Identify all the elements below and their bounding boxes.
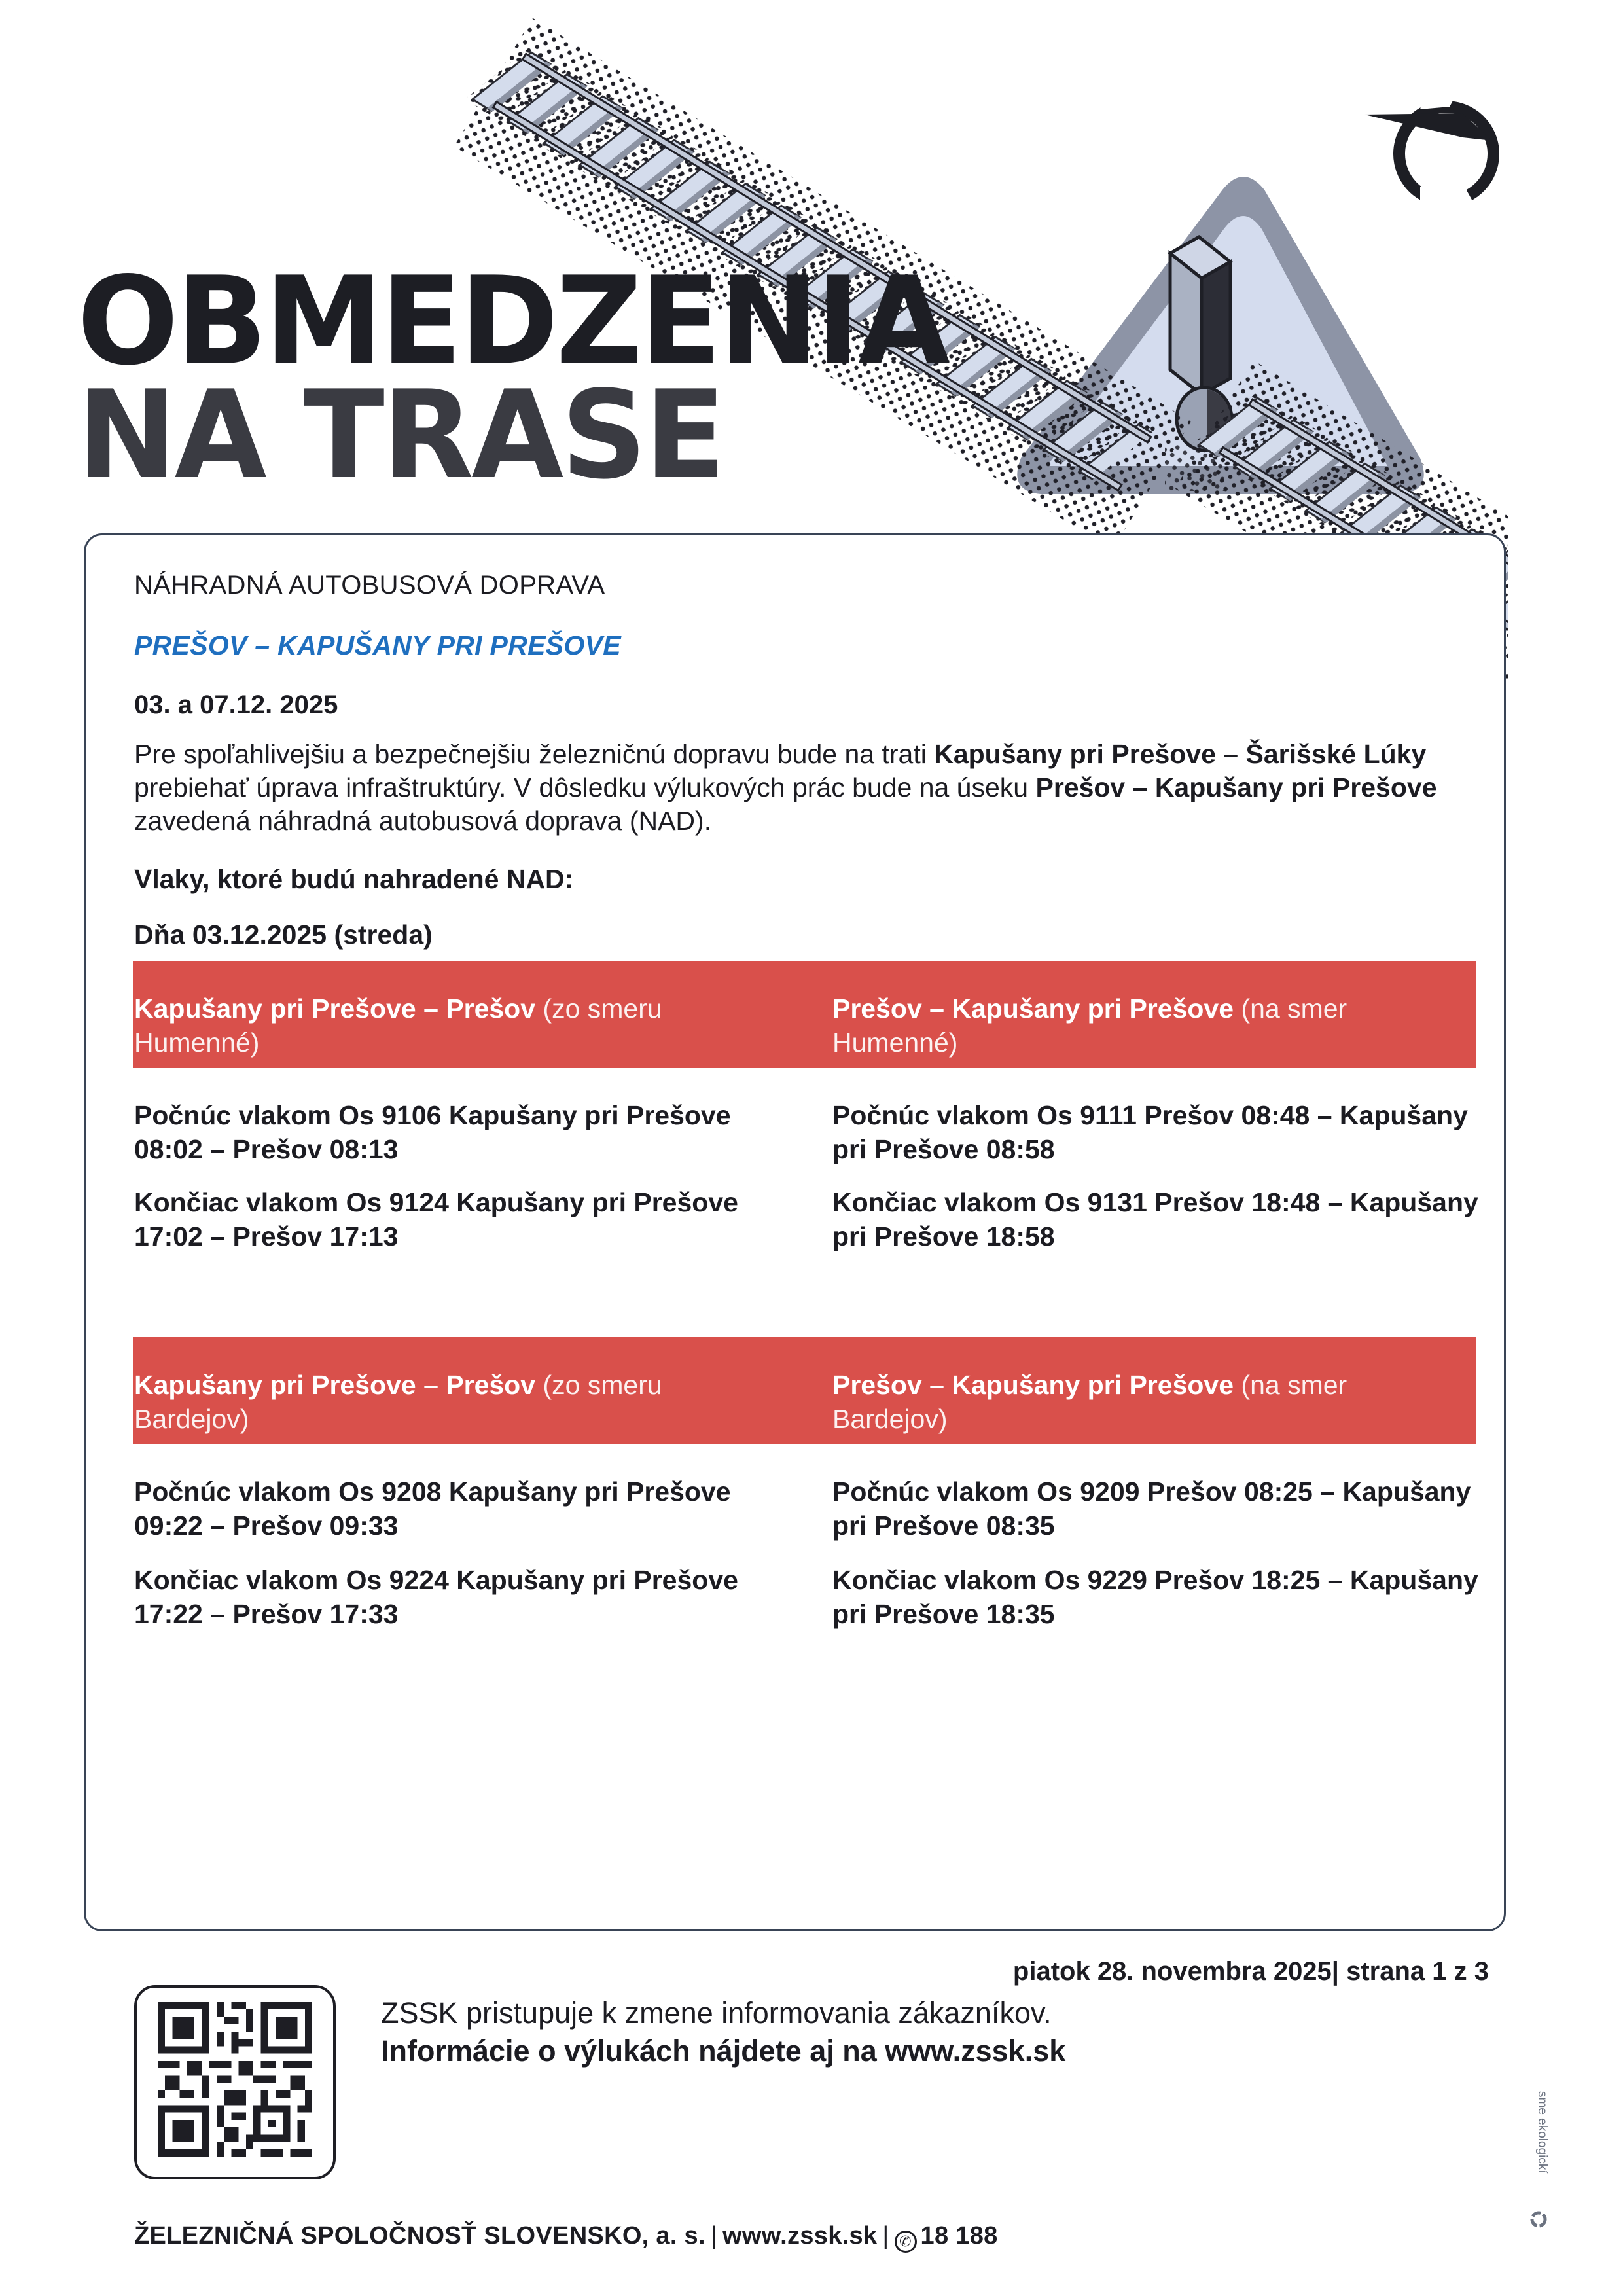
header-direction: (zo smeru Bardejov) [134, 1370, 662, 1434]
page-title-line1: OBMEDZENIA [77, 250, 948, 392]
qr-code[interactable] [134, 1985, 336, 2179]
dates: 03. a 07.12. 2025 [134, 691, 338, 719]
page-title-line2: NA TRASE [77, 364, 724, 506]
day-label: Dňa 03.12.2025 (streda) [134, 920, 433, 950]
header-direction: (zo smeru Humenné) [134, 994, 662, 1058]
separator: | [882, 2222, 889, 2250]
table-row: Počnúc vlakom Os 9111 Prešov 08:48 – Kapušany pri Prešove 08:58 [832, 1100, 1468, 1164]
intro-bold-section: Prešov – Kapušany pri Prešove [1035, 772, 1437, 802]
intro-bold-route: Kapušany pri Prešove – Šarišské Lúky [934, 739, 1427, 769]
qr-code-icon [158, 2002, 312, 2157]
route-title: PREŠOV – KAPUŠANY PRI PREŠOVE [134, 630, 621, 660]
table-row: Končiac vlakom Os 9229 Prešov 18:25 – Kapušany pri Prešove 18:35 [832, 1565, 1478, 1629]
table-row: Končiac vlakom Os 9131 Prešov 18:48 – Kapušany pri Prešove 18:58 [832, 1187, 1478, 1251]
intro-text: zavedená náhradná autobusová doprava (NAD). [134, 806, 712, 836]
separator: | [710, 2222, 718, 2250]
table-header-bardejov [133, 1337, 1476, 1444]
eco-text: sme ekologickí [1535, 2091, 1549, 2174]
company-name: ŽELEZNIČNÁ SPOLOČNOSŤ SLOVENSKO, a. s. [134, 2222, 705, 2250]
header-route: Kapušany pri Prešove – Prešov [134, 994, 536, 1024]
recycle-icon [1530, 2211, 1547, 2228]
intro-text: Pre spoľahlivejšiu a bezpečnejšiu železničnú dopravu bude na trati [134, 739, 935, 769]
table-row: Končiac vlakom Os 9124 Kapušany pri Prešove 17:02 – Prešov 17:13 [134, 1187, 738, 1251]
header-cell-right [832, 992, 1441, 1060]
section-kicker: NÁHRADNÁ AUTOBUSOVÁ DOPRAVA [134, 571, 605, 600]
table-row: Počnúc vlakom Os 9209 Prešov 08:25 – Kapušany pri Prešove 08:35 [832, 1477, 1471, 1541]
date-page-info: piatok 28. novembra 2025| strana 1 z 3 [1012, 1957, 1489, 1986]
header-direction: (na smer Humenné) [832, 994, 1347, 1058]
zssk-logo-icon [1358, 95, 1515, 200]
header-route: Prešov – Kapušany pri Prešove [832, 994, 1234, 1024]
header-cell-right [832, 1368, 1441, 1436]
header-cell-left [134, 1368, 743, 1436]
trains-label: Vlaky, ktoré budú nahradené NAD: [134, 864, 574, 894]
table-row: Počnúc vlakom Os 9106 Kapušany pri Prešove 08:02 – Prešov 08:13 [134, 1100, 731, 1164]
info-line-2: Informácie o výlukách nájdete aj na www.zssk.sk [381, 2034, 1066, 2068]
phone-icon: ✆ [895, 2231, 917, 2253]
company-footer [134, 2222, 998, 2253]
table-row: Počnúc vlakom Os 9208 Kapušany pri Prešove 09:22 – Prešov 09:33 [134, 1477, 731, 1541]
intro-paragraph [134, 738, 1492, 838]
table-header-humenne [133, 961, 1476, 1068]
header-direction: (na smer Bardejov) [832, 1370, 1347, 1434]
header-cell-left [134, 992, 743, 1060]
phone-number[interactable]: 18 188 [920, 2222, 998, 2250]
header-route: Prešov – Kapušany pri Prešove [832, 1370, 1234, 1400]
info-line-1: ZSSK pristupuje k zmene informovania zákazníkov. [381, 1996, 1052, 2030]
website-link[interactable]: www.zssk.sk [722, 2222, 878, 2250]
header-route: Kapušany pri Prešove – Prešov [134, 1370, 536, 1400]
intro-text: prebiehať úprava infraštruktúry. V dôsledku výlukových prác bude na úseku [134, 772, 1036, 802]
table-row: Končiac vlakom Os 9224 Kapušany pri Prešove 17:22 – Prešov 17:33 [134, 1565, 738, 1629]
